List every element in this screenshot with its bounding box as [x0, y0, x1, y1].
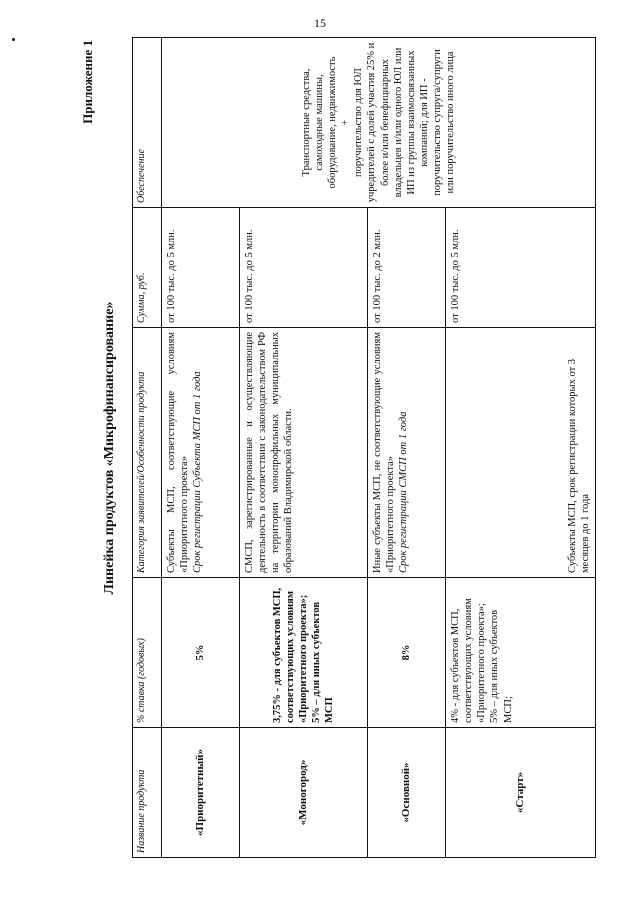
- product-category: СМСП, зарегистрированные и осуществляющие деятельность в соответствии с законодательством РФ на территории монопрофильных муниципальных образований Владимирской области.: [240, 328, 368, 578]
- product-sum: от 100 тыс. до 5 млн.: [240, 208, 368, 328]
- product-category: [368, 328, 446, 578]
- product-sum: от 100 тыс. до 5 млн.: [446, 208, 596, 328]
- coverage-cell: [162, 38, 596, 208]
- product-name: «Приоритетный»: [162, 728, 240, 858]
- col-header-coverage: Обеспечение: [133, 38, 162, 208]
- rotated-content: [80, 28, 600, 868]
- category-note: Срок регистрации Субъекта МСП от 1 года: [192, 371, 204, 573]
- product-rate: 5%: [162, 578, 240, 728]
- product-category: [162, 328, 240, 578]
- product-rate: [446, 578, 596, 728]
- product-rate: [240, 578, 368, 728]
- products-table: [132, 37, 596, 858]
- coverage-line1: Транспортные средства, самоходные машины, оборудование, недвижимость: [300, 56, 338, 189]
- category-main: Иные субъекты МСП, не соответствующие условиям «Приоритетного проекта»: [372, 332, 397, 573]
- rate-line2: 5% – для иных субъектов МСП;: [489, 609, 514, 723]
- product-sum: от 100 тыс. до 2 млн.: [368, 208, 446, 328]
- col-header-rate: % ставка (годовых): [133, 578, 162, 728]
- product-name: «Моногород»: [240, 728, 368, 858]
- appendix-label: Приложение 1: [80, 40, 95, 124]
- product-category: Субъекты МСП, срок регистрации которых от 3 месяцев до 1 года: [446, 328, 596, 578]
- product-rate: 8%: [368, 578, 446, 728]
- category-note: Срок регистрации СМСП от 1 года: [398, 411, 410, 573]
- table-header-row: [133, 38, 162, 858]
- rate-line1: 3,75% - для субъектов МСП, соответствующих условиям «Приоритетного проекта»;: [271, 587, 309, 723]
- scan-dot: [12, 38, 15, 41]
- product-name: «Старт»: [446, 728, 596, 858]
- document-title: Линейка продуктов «Микрофинансирование»: [102, 301, 117, 595]
- rate-line1: 4% - для субъектов МСП, соответствующих условиям «Приоритетного проекта»;: [450, 598, 488, 723]
- product-name: «Основной»: [368, 728, 446, 858]
- rate-line2: 5% – для иных субъектов МСП: [311, 601, 336, 723]
- table-row: [162, 38, 240, 858]
- page-number: 15: [314, 16, 326, 30]
- coverage-line2: поручительство для ЮЛ учредителей с долей участия 25% и более и/или бенефициарных владельцев и/или одного ЮЛ или ИП из группы взаимосвязанных компаний; для ИП - поручительство супруга/супруги или поручительство иного лица: [353, 42, 457, 203]
- category-main: Субъекты МСП, соответствующие условиям «Приоритетного проекта»: [166, 332, 191, 573]
- col-header-category: Категория заявителей/Особенности продукта: [133, 328, 162, 578]
- col-header-name: Название продукта: [133, 728, 162, 858]
- product-sum: от 100 тыс. до 5 млн.: [162, 208, 240, 328]
- coverage-plus: +: [340, 119, 352, 126]
- col-header-sum: Сумма, руб.: [133, 208, 162, 328]
